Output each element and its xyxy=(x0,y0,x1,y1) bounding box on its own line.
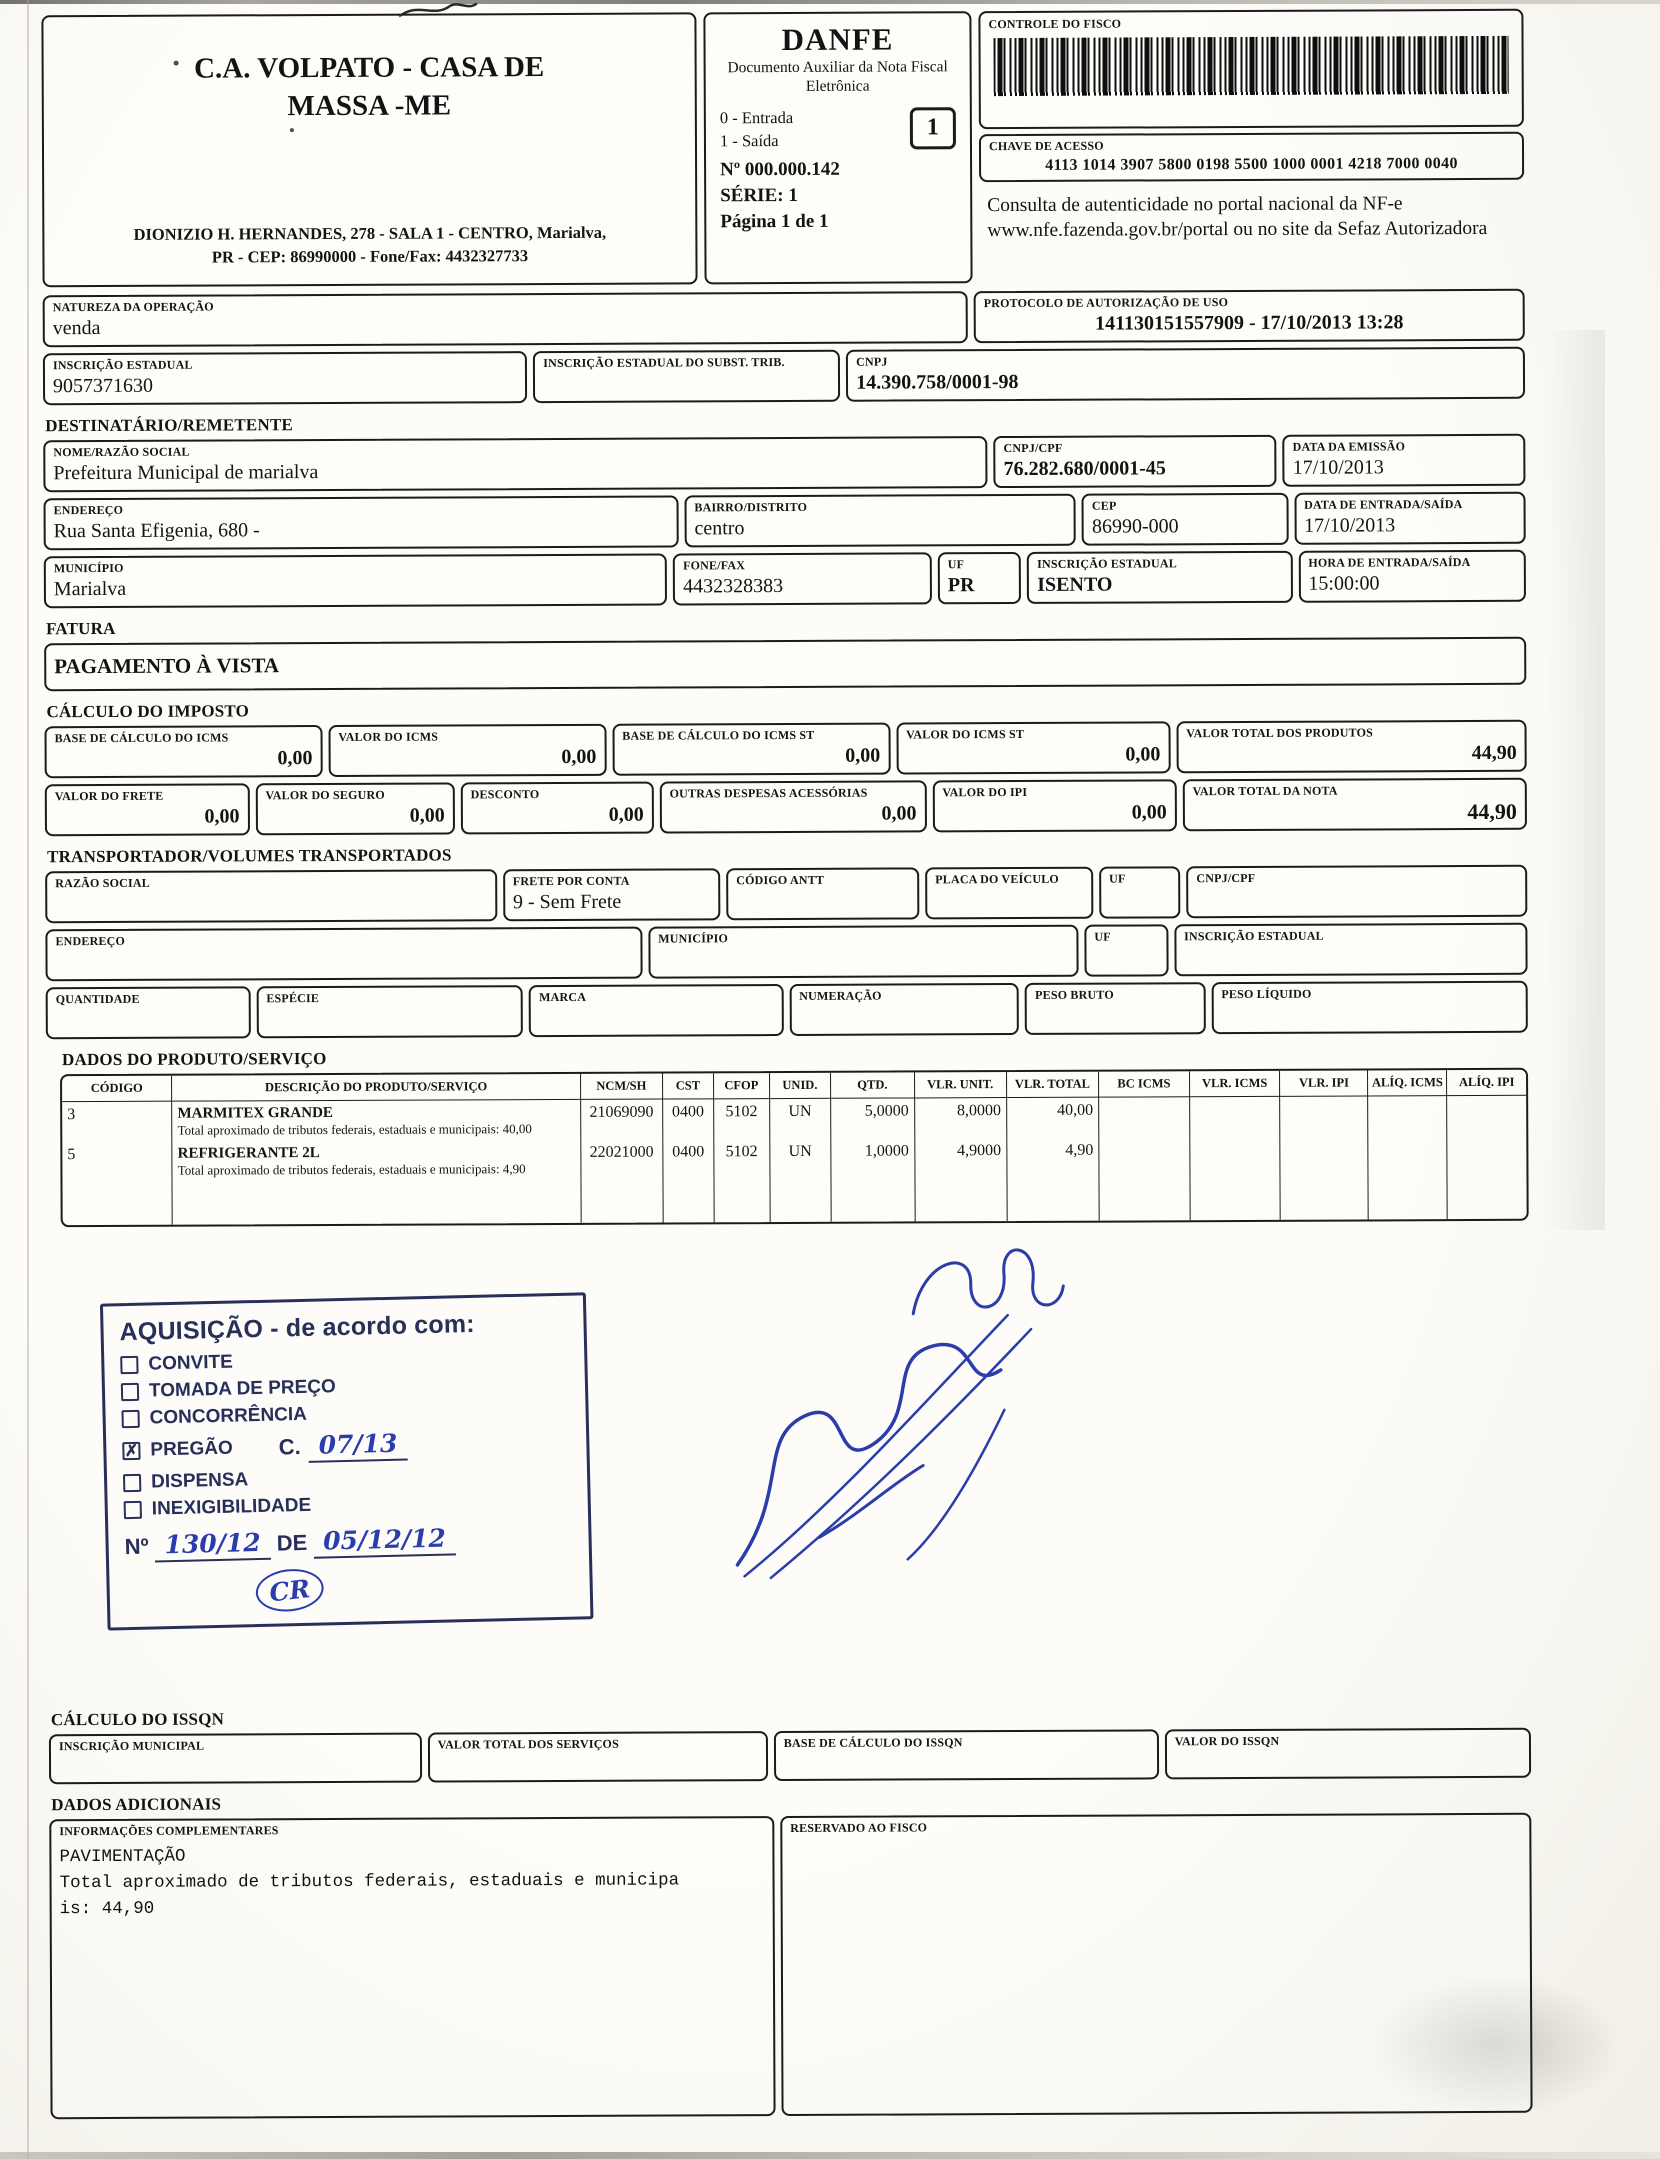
stamp-option-pregao xyxy=(122,1425,571,1468)
product-name: REFRIGERANTE 2L xyxy=(177,1145,320,1163)
dados-adicionais-row xyxy=(49,1813,1532,2119)
cell-vlr-icms xyxy=(1190,1137,1281,1178)
handwritten-process-number: 130/12 xyxy=(154,1528,271,1563)
handwritten-initials: CR xyxy=(254,1566,326,1615)
field-valor-total-produtos xyxy=(1176,720,1527,774)
col-header-aliq-ipi: ALÍQ. IPI xyxy=(1447,1070,1526,1095)
field-label: BASE DE CÁLCULO DO ICMS xyxy=(54,730,229,746)
stamp-signature-zone xyxy=(47,1221,1531,1699)
consulta-autenticidade-text: Consulta de autenticidade no portal nacional da NF-e www.nfe.fazenda.gov.br/portal ou no site da Sefaz Autorizadora xyxy=(987,193,1488,242)
scan-edge-bottom xyxy=(0,2152,1660,2159)
field-value xyxy=(784,1750,1149,1776)
issqn-row xyxy=(49,1728,1531,1784)
scan-shadow-right xyxy=(1545,330,1605,1230)
field-quantidade xyxy=(46,987,251,1040)
field-value: PR xyxy=(947,574,975,597)
cell-vlr-unit: 8,0000 xyxy=(914,1097,1006,1138)
field-value xyxy=(736,889,909,914)
section-title-produtos: DADOS DO PRODUTO/SERVIÇO xyxy=(61,1049,327,1070)
barcode xyxy=(994,36,1509,96)
field-marca xyxy=(529,984,783,1037)
section-title-issqn: CÁLCULO DO ISSQN xyxy=(50,1709,225,1730)
field-value: venda xyxy=(52,316,101,340)
field-value xyxy=(539,1005,773,1030)
ink-dot xyxy=(290,128,294,132)
danfe-document xyxy=(41,9,1532,2125)
cell-vlr-total: 4,90 xyxy=(1007,1138,1099,1179)
field-value xyxy=(790,1834,1521,1861)
checkbox-icon xyxy=(121,1383,139,1401)
field-label: BASE DE CÁLCULO DO ICMS ST xyxy=(622,727,815,743)
field-value xyxy=(55,948,632,975)
tipo-operacao-box: 1 xyxy=(910,107,956,149)
cell-codigo: 3 xyxy=(62,1101,172,1143)
field-value xyxy=(1094,946,1158,970)
field-label: CNPJ/CPF xyxy=(1196,871,1256,886)
emitter-address xyxy=(56,220,683,269)
contract-number-group xyxy=(278,1428,407,1463)
field-value: Prefeitura Municipal de marialva xyxy=(53,461,319,485)
field-endereco xyxy=(44,495,679,550)
entrada-label: 0 - Entrada xyxy=(719,107,794,128)
field-value xyxy=(1109,888,1170,912)
field-inscricao-estadual-dest xyxy=(1027,551,1292,604)
field-label: VALOR TOTAL DOS SERVIÇOS xyxy=(437,1736,619,1752)
ink-dot xyxy=(174,61,179,66)
field-ie-transp xyxy=(1174,923,1528,977)
field-label: UF xyxy=(1094,929,1111,945)
field-especie xyxy=(256,986,523,1039)
field-base-calculo-issqn xyxy=(774,1729,1159,1781)
col-header-unid: UNID. xyxy=(769,1073,831,1098)
field-value xyxy=(1035,1004,1195,1029)
product-row xyxy=(62,1095,1526,1142)
field-value: 17/10/2013 xyxy=(1292,456,1384,479)
info-line: is: 44,90 xyxy=(59,1899,155,1920)
field-value: Marialva xyxy=(53,577,127,601)
field-label: INSCRIÇÃO ESTADUAL xyxy=(1037,556,1177,571)
cell-vlr-ipi xyxy=(1280,1096,1368,1137)
field-peso-liquido xyxy=(1211,981,1528,1034)
field-valor-icms-st xyxy=(896,721,1170,774)
field-label: ENDEREÇO xyxy=(55,934,126,949)
transportador-row-1 xyxy=(45,865,1527,923)
cell-vlr-unit: 4,9000 xyxy=(914,1138,1006,1179)
field-label: BAIRRO/DISTRITO xyxy=(694,499,808,515)
nf-page: Página 1 de 1 xyxy=(720,210,829,233)
field-value xyxy=(1184,944,1517,969)
field-label: MUNICÍPIO xyxy=(53,560,124,576)
acquisition-stamp xyxy=(100,1292,594,1630)
field-value: Rua Santa Efigenia, 680 - xyxy=(53,519,260,543)
cell-descricao xyxy=(172,1140,581,1182)
field-value xyxy=(266,1007,513,1032)
field-value: 0,00 xyxy=(409,804,445,827)
imposto-row-2 xyxy=(45,778,1527,837)
field-label: VALOR DO SEGURO xyxy=(265,787,385,803)
field-label: DATA DA EMISSÃO xyxy=(1292,439,1406,454)
cell-vlr-icms xyxy=(1189,1096,1280,1137)
field-informacoes-complementares xyxy=(49,1816,775,2119)
field-label: HORA DE ENTRADA/SAÍDA xyxy=(1308,555,1471,570)
stamp-number-line xyxy=(124,1521,573,1564)
field-value xyxy=(1175,1749,1521,1775)
entrada-saida-row xyxy=(720,105,956,152)
products-table xyxy=(60,1068,1529,1227)
field-label: UF xyxy=(947,557,965,572)
cell-aliq-icms xyxy=(1368,1095,1447,1136)
field-ie-subst-trib xyxy=(533,350,840,403)
field-natureza-operacao xyxy=(43,291,968,347)
field-label: QUANTIDADE xyxy=(55,992,140,1007)
section-title-imposto: CÁLCULO DO IMPOSTO xyxy=(46,701,250,722)
option-label: PREGÃO xyxy=(150,1437,233,1461)
field-frete-por-conta xyxy=(503,869,721,922)
field-fone-fax xyxy=(673,552,932,605)
transportador-row-3 xyxy=(46,981,1528,1039)
field-label: NATUREZA DA OPERAÇÃO xyxy=(52,299,214,315)
cell-unid: UN xyxy=(769,1139,831,1180)
field-endereco-transp xyxy=(45,927,642,982)
field-label: FRETE POR CONTA xyxy=(512,874,630,889)
checkbox-icon xyxy=(123,1474,141,1492)
field-label: PESO BRUTO xyxy=(1035,987,1114,1003)
field-value: 44,90 xyxy=(1467,798,1517,825)
field-label: UF xyxy=(1109,871,1126,886)
field-label: NOME/RAZÃO SOCIAL xyxy=(53,444,190,460)
field-value: ISENTO xyxy=(1037,573,1113,596)
section-title-fatura: FATURA xyxy=(46,618,116,639)
field-label: CNPJ xyxy=(856,354,888,369)
nf-number: Nº 000.000.142 xyxy=(720,158,840,181)
product-row xyxy=(62,1136,1526,1183)
field-value: 44,90 xyxy=(1471,741,1517,765)
field-valor-seguro xyxy=(255,782,454,835)
cell-codigo: 5 xyxy=(62,1142,172,1183)
field-label: VALOR DO FRETE xyxy=(54,788,164,804)
field-valor-total-nota xyxy=(1183,778,1527,832)
field-value: centro xyxy=(694,517,745,540)
field-data-emissao xyxy=(1283,434,1526,487)
cell-unid: UN xyxy=(769,1098,831,1139)
field-fatura xyxy=(44,637,1526,691)
cell-descricao xyxy=(172,1099,581,1142)
checkbox-icon xyxy=(121,1410,139,1428)
field-label: VALOR TOTAL DA NOTA xyxy=(1192,783,1338,799)
cell-cfop: 5102 xyxy=(714,1098,770,1139)
field-label: VALOR TOTAL DOS PRODUTOS xyxy=(1186,725,1374,741)
de-label: DE xyxy=(276,1529,308,1556)
handwritten-contract-number: 07/13 xyxy=(308,1428,407,1462)
field-label: CÓDIGO ANTT xyxy=(736,873,825,888)
checkbox-checked-icon xyxy=(122,1442,140,1460)
stamp-title: AQUISIÇÃO - de acordo com: xyxy=(119,1309,476,1347)
field-base-calculo-icms xyxy=(45,725,323,778)
option-label: INEXIGIBILIDADE xyxy=(151,1494,312,1520)
col-header-vlr-icms: VLR. ICMS xyxy=(1189,1071,1280,1096)
field-municipio xyxy=(44,554,667,609)
field-value: 0,00 xyxy=(1131,801,1167,824)
field-label: VALOR DO ICMS ST xyxy=(906,726,1025,742)
field-value xyxy=(543,371,830,396)
field-value: 0,00 xyxy=(881,802,917,825)
field-value xyxy=(438,1752,758,1777)
product-tax-note: Total aproximado de tributos federais, estaduais e municipais: 40,00 xyxy=(177,1120,532,1138)
chave-acesso-box xyxy=(979,132,1524,182)
emitter-address-line2: PR - CEP: 86990000 - Fone/Fax: 4432327733 xyxy=(211,246,529,267)
field-value: 15:00:00 xyxy=(1308,572,1380,595)
field-label: VALOR DO IPI xyxy=(942,784,1028,800)
cell-cfop: 5102 xyxy=(714,1139,770,1180)
danfe-subtitle: Documento Auxiliar da Nota Fiscal Eletrônica xyxy=(727,58,948,95)
field-reservado-ao-fisco xyxy=(780,1813,1532,2116)
field-value: 86990-000 xyxy=(1091,515,1179,538)
header-block xyxy=(41,9,1524,287)
col-header-aliq-icms: ALÍQ. ICMS xyxy=(1368,1071,1447,1096)
field-valor-ipi xyxy=(932,779,1176,832)
field-label: RESERVADO AO FISCO xyxy=(790,1820,928,1835)
option-label: CONVITE xyxy=(148,1351,234,1375)
table-filler-row xyxy=(62,1177,1526,1225)
field-valor-total-servicos xyxy=(428,1731,768,1782)
stamp-option-inexigibilidade xyxy=(124,1489,572,1522)
field-inscricao-estadual xyxy=(43,351,528,405)
field-bairro xyxy=(684,494,1076,548)
field-label: PROTOCOLO DE AUTORIZAÇÃO DE USO xyxy=(983,295,1229,311)
field-value: PAGAMENTO À VISTA xyxy=(54,653,280,679)
chave-acesso-label: CHAVE DE ACESSO xyxy=(988,138,1104,154)
field-cep xyxy=(1082,493,1288,546)
inscricoes-row xyxy=(43,347,1525,405)
field-base-calculo-icms-st xyxy=(612,723,890,776)
destinatario-row-3 xyxy=(44,550,1526,608)
option-label: CONCORRÊNCIA xyxy=(149,1403,308,1429)
complementary-info-text xyxy=(59,1841,764,1923)
col-header-qtd: QTD. xyxy=(831,1073,915,1098)
field-value: 14.390.758/0001-98 xyxy=(856,370,1019,394)
field-label: RAZÃO SOCIAL xyxy=(55,876,150,891)
controle-fisco-box xyxy=(978,9,1524,129)
field-protocolo-autorizacao xyxy=(974,289,1525,343)
field-cnpj-transp xyxy=(1186,865,1527,918)
saida-label: 1 - Saída xyxy=(719,130,779,151)
cell-ncm: 22021000 xyxy=(581,1140,663,1181)
scan-edge-left xyxy=(27,0,29,2159)
col-header-vlr-unit: VLR. UNIT. xyxy=(914,1072,1006,1097)
field-value: 0,00 xyxy=(204,805,240,828)
col-header-cst: CST xyxy=(662,1074,713,1099)
entrada-saida-labels xyxy=(720,106,794,153)
field-uf-transp-2 xyxy=(1084,925,1168,977)
scan-edge-top xyxy=(0,0,1660,4)
cell-ncm: 21069090 xyxy=(580,1099,662,1140)
field-inscricao-municipal xyxy=(49,1733,422,1785)
cell-cst: 0400 xyxy=(663,1140,714,1181)
field-value xyxy=(658,946,1068,972)
cell-aliq-icms xyxy=(1368,1136,1447,1177)
field-label: ENDEREÇO xyxy=(53,502,124,518)
fisco-column xyxy=(978,9,1524,283)
option-label: DISPENSA xyxy=(150,1469,249,1493)
cell-aliq-ipi xyxy=(1447,1136,1526,1177)
destinatario-row-2 xyxy=(44,492,1526,550)
field-value xyxy=(59,1754,412,1780)
cell-aliq-ipi xyxy=(1447,1095,1526,1136)
field-label: PESO LÍQUIDO xyxy=(1221,987,1312,1002)
field-label: INSCRIÇÃO ESTADUAL xyxy=(52,357,193,373)
field-hora-entrada-saida xyxy=(1298,550,1526,603)
field-label: CNPJ/CPF xyxy=(1003,440,1063,456)
field-label: INSCRIÇÃO MUNICIPAL xyxy=(58,1738,205,1754)
field-valor-frete xyxy=(45,783,250,836)
field-value: 0,00 xyxy=(845,744,881,767)
section-title-destinatario: DESTINATÁRIO/REMETENTE xyxy=(45,415,294,436)
field-value: 76.282.680/0001-45 xyxy=(1003,457,1166,481)
col-header-codigo: CÓDIGO xyxy=(62,1076,172,1101)
checkbox-mark: ✗ xyxy=(124,1442,139,1461)
field-value: 9 - Sem Frete xyxy=(512,891,622,914)
numero-label: Nº xyxy=(124,1533,149,1560)
field-value: 141130151557909 - 17/10/2013 13:28 xyxy=(1095,311,1404,335)
field-label: INSCRIÇÃO ESTADUAL DO SUBST. TRIB. xyxy=(543,355,785,371)
option-label: TOMADA DE PREÇO xyxy=(148,1376,337,1402)
field-desconto xyxy=(461,782,654,835)
section-title-transportador: TRANSPORTADOR/VOLUMES TRANSPORTADOS xyxy=(47,845,452,867)
chave-acesso-value: 4113 1014 3907 5800 0198 5500 1000 0001 4218 7000 0040 xyxy=(1045,155,1458,174)
field-value: 0,00 xyxy=(277,747,313,770)
field-value xyxy=(799,1004,1009,1029)
field-label: INSCRIÇÃO ESTADUAL xyxy=(1184,929,1324,944)
field-codigo-antt xyxy=(726,868,919,921)
natureza-protocolo-row xyxy=(43,289,1525,347)
field-label: VALOR DO ISSQN xyxy=(1174,1733,1280,1749)
field-value xyxy=(1196,886,1517,911)
field-label: PLACA DO VEÍCULO xyxy=(935,872,1059,887)
field-value xyxy=(55,891,487,917)
field-value: 0,00 xyxy=(1125,743,1161,766)
field-value xyxy=(1221,1002,1517,1027)
field-uf-transp-1 xyxy=(1099,867,1181,919)
cell-qtd: 1,0000 xyxy=(831,1139,915,1180)
field-outras-despesas xyxy=(660,780,927,834)
transportador-row-2 xyxy=(45,923,1527,981)
emitter-name: C.A. VOLPATO - CASA DE MASSA -ME xyxy=(193,51,545,122)
danfe-box xyxy=(703,11,972,284)
col-header-vlr-total: VLR. TOTAL xyxy=(1006,1072,1098,1097)
field-label: NUMERAÇÃO xyxy=(799,988,882,1004)
cell-cst: 0400 xyxy=(662,1099,713,1140)
col-header-ncm: NCM/SH xyxy=(580,1074,662,1099)
cell-qtd: 5,0000 xyxy=(831,1098,915,1139)
field-uf xyxy=(938,552,1022,604)
danfe-title: DANFE xyxy=(781,21,894,58)
contract-label: C. xyxy=(278,1433,302,1460)
handwritten-date: 05/12/12 xyxy=(313,1523,456,1558)
destinatario-row-1 xyxy=(43,434,1525,492)
field-razao-social-transp xyxy=(45,870,497,924)
field-label: INFORMAÇÕES COMPLEMENTARES xyxy=(59,1823,279,1839)
field-cnpj-destinatario xyxy=(993,435,1276,488)
field-placa-veiculo xyxy=(925,867,1093,920)
field-label: DATA DE ENTRADA/SAÍDA xyxy=(1304,497,1463,512)
section-title-dados-adicionais: DADOS ADICIONAIS xyxy=(51,1794,222,1815)
signature xyxy=(668,1211,1128,1599)
field-numeracao xyxy=(789,983,1019,1036)
checkbox-icon xyxy=(120,1356,138,1374)
field-value xyxy=(935,888,1083,913)
field-value: 0,00 xyxy=(561,745,597,768)
field-label: BASE DE CÁLCULO DO ISSQN xyxy=(783,1735,963,1750)
field-label: ESPÉCIE xyxy=(266,991,320,1006)
col-header-bc-icms: BC ICMS xyxy=(1098,1072,1189,1097)
emitter-address-line1: DIONIZIO H. HERNANDES, 278 - SALA 1 - CENTRO, Marialva, xyxy=(133,222,607,244)
info-line: PAVIMENTAÇÃO xyxy=(59,1846,186,1868)
field-value xyxy=(56,1008,241,1033)
cell-bc-icms xyxy=(1099,1097,1190,1138)
field-municipio-transp xyxy=(648,925,1078,979)
product-name: MARMITEX GRANDE xyxy=(177,1104,333,1122)
cell-vlr-total: 40,00 xyxy=(1006,1097,1098,1138)
field-valor-issqn xyxy=(1165,1728,1531,1780)
cell-bc-icms xyxy=(1099,1138,1190,1179)
field-value: 0,00 xyxy=(608,803,644,826)
field-label: CEP xyxy=(1091,498,1117,513)
col-header-descricao: DESCRIÇÃO DO PRODUTO/SERVIÇO xyxy=(172,1074,581,1101)
nf-serie: SÉRIE: 1 xyxy=(720,184,798,207)
cell-vlr-ipi xyxy=(1280,1137,1368,1178)
controle-fisco-label: CONTROLE DO FISCO xyxy=(988,16,1122,32)
field-label: DESCONTO xyxy=(470,787,540,802)
field-value: 17/10/2013 xyxy=(1304,514,1396,537)
field-value: 9057371630 xyxy=(52,374,154,398)
field-label: OUTRAS DESPESAS ACESSÓRIAS xyxy=(669,785,868,801)
field-peso-bruto xyxy=(1025,983,1206,1036)
field-data-entrada-saida xyxy=(1294,492,1526,545)
col-header-vlr-ipi: VLR. IPI xyxy=(1280,1071,1368,1096)
emitter-box xyxy=(41,12,697,287)
field-label: FONE/FAX xyxy=(683,558,746,573)
field-cnpj-emitente xyxy=(846,347,1525,402)
field-label: MUNICÍPIO xyxy=(658,931,729,946)
imposto-row-1 xyxy=(45,720,1527,778)
field-label: MARCA xyxy=(539,990,587,1005)
product-tax-note: Total aproximado de tributos federais, estaduais e municipais: 4,90 xyxy=(177,1161,526,1179)
checkbox-icon xyxy=(124,1501,142,1519)
field-label: VALOR DO ICMS xyxy=(338,729,439,744)
info-line: Total aproximado de tributos federais, estaduais e municipa xyxy=(59,1870,680,1894)
col-header-cfop: CFOP xyxy=(713,1073,769,1098)
fatura-row xyxy=(44,637,1526,691)
field-value: 4432328383 xyxy=(683,575,784,598)
field-nome-razao-social xyxy=(43,436,987,492)
field-valor-icms xyxy=(328,724,606,777)
